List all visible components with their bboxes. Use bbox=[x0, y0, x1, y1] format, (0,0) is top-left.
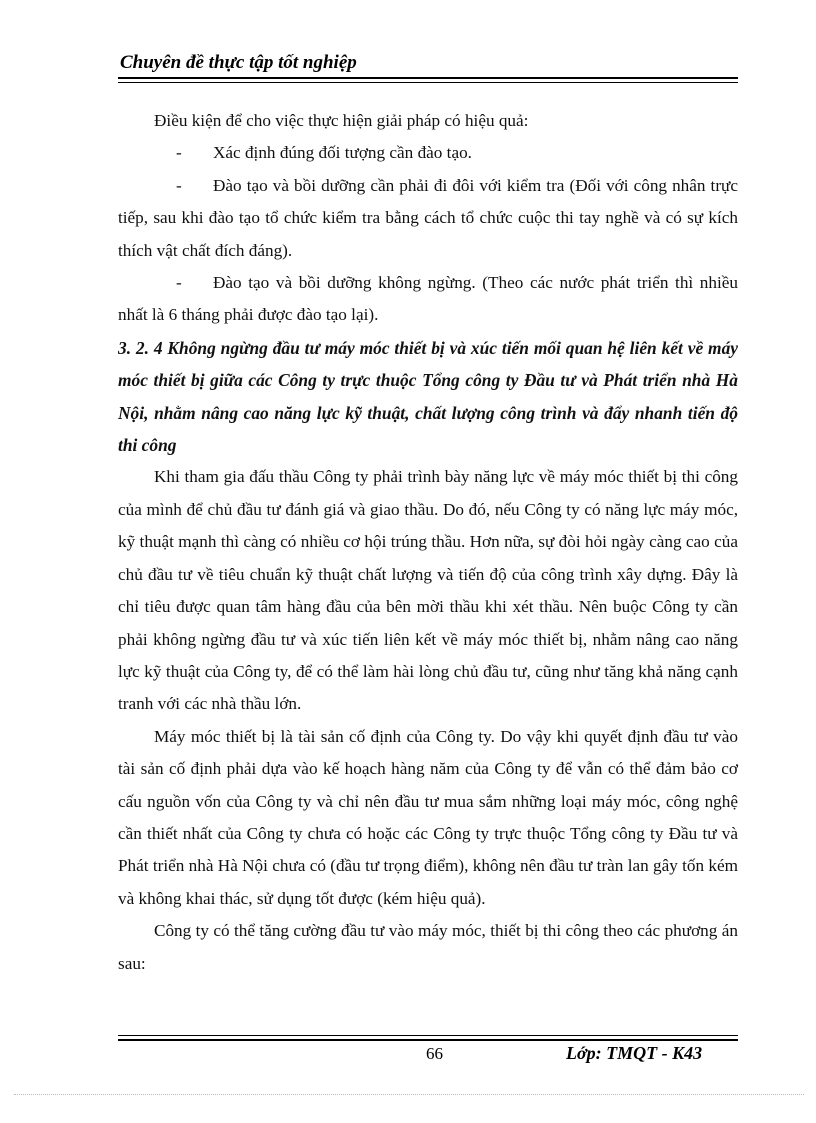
body-paragraph: Khi tham gia đấu thầu Công ty phải trình bày năng lực về máy móc thiết bị thi công của mình để chủ đầu tư đánh giá và giao thầu. Do đó, nếu Công ty có năng lực máy móc, kỹ thuật mạnh thì càng có nhiều cơ hội trúng thầu. Hơn nữa, sự đòi hỏi ngày càng cao của chủ đầu tư về tiêu chuẩn kỹ thuật chất lượng và tiến độ của công trình xây dựng. Đây là chỉ tiêu được quan tâm hàng đầu của bên mời thầu khi xét thầu. Nên buộc Công ty cần phải không ngừng đầu tư và xúc tiến liên kết về máy móc thiết bị, nhằm nâng cao năng lực kỹ thuật của Công ty, để có thể làm hài lòng chủ đầu tư, cũng như tăng khả năng cạnh tranh với các nhà thầu lớn. bbox=[118, 467, 738, 714]
header-title: Chuyên đề thực tập tốt nghiệp bbox=[120, 52, 357, 73]
bullet-text: Đào tạo và bồi dưỡng không ngừng. (Theo các nước phát triển thì nhiều nhất là 6 tháng phải được đào tạo lại). bbox=[118, 273, 738, 325]
bullet-marker: - bbox=[176, 273, 182, 293]
bullet-marker: - bbox=[176, 175, 182, 195]
page-boundary-line bbox=[14, 1094, 804, 1095]
footer-class-label: Lớp: TMQT - K43 bbox=[566, 1043, 703, 1063]
page-content bbox=[118, 105, 738, 980]
header-rule bbox=[118, 77, 738, 83]
bullet-marker: - bbox=[176, 143, 182, 163]
bullet-text: Xác định đúng đối tượng cần đào tạo. bbox=[213, 143, 472, 163]
bullet-item bbox=[118, 170, 738, 267]
body-paragraph: Công ty có thể tăng cường đầu tư vào máy móc, thiết bị thi công theo các phương án sau: bbox=[118, 921, 738, 973]
footer-rule bbox=[118, 1035, 738, 1041]
body-paragraph: Máy móc thiết bị là tài sản cố định của Công ty. Do vậy khi quyết định đầu tư vào tài sản cố định phải dựa vào kế hoạch hàng năm của Công ty để vẫn có thể đảm bảo cơ cấu nguồn vốn của Công ty và chỉ nên đầu tư mua sắm những loại máy móc, công nghệ cần thiết nhất của Công ty chưa có hoặc các Công ty trực thuộc Tổng công ty Đầu tư và Phát triển nhà Hà Nội chưa có (đầu tư trọng điểm), không nên đầu tư tràn lan gây tốn kém và không khai thác, sử dụng tốt được (kém hiệu quả). bbox=[118, 726, 738, 908]
intro-paragraph: Điều kiện để cho việc thực hiện giải pháp có hiệu quả: bbox=[154, 111, 529, 130]
bullet-item bbox=[118, 267, 738, 332]
section-heading: 3. 2. 4 Không ngừng đầu tư máy móc thiết bị và xúc tiến mối quan hệ liên kết về máy móc thiết bị giữa các Công ty trực thuộc Tổng công ty Đầu tư và Phát triển nhà Hà Nội, nhằm nâng cao năng lực kỹ thuật, chất lượng công trình và đẩy nhanh tiến độ thi công bbox=[118, 337, 738, 456]
page-number: 66 bbox=[426, 1044, 443, 1063]
bullet-item bbox=[118, 137, 738, 169]
bullet-text: Đào tạo và bồi dưỡng cần phải đi đôi với kiểm tra (Đối với công nhân trực tiếp, sau khi đào tạo tổ chức kiểm tra bằng cách tổ chức cuộc thi tay nghề và có sự kích thích vật chất đích đáng). bbox=[118, 175, 738, 260]
